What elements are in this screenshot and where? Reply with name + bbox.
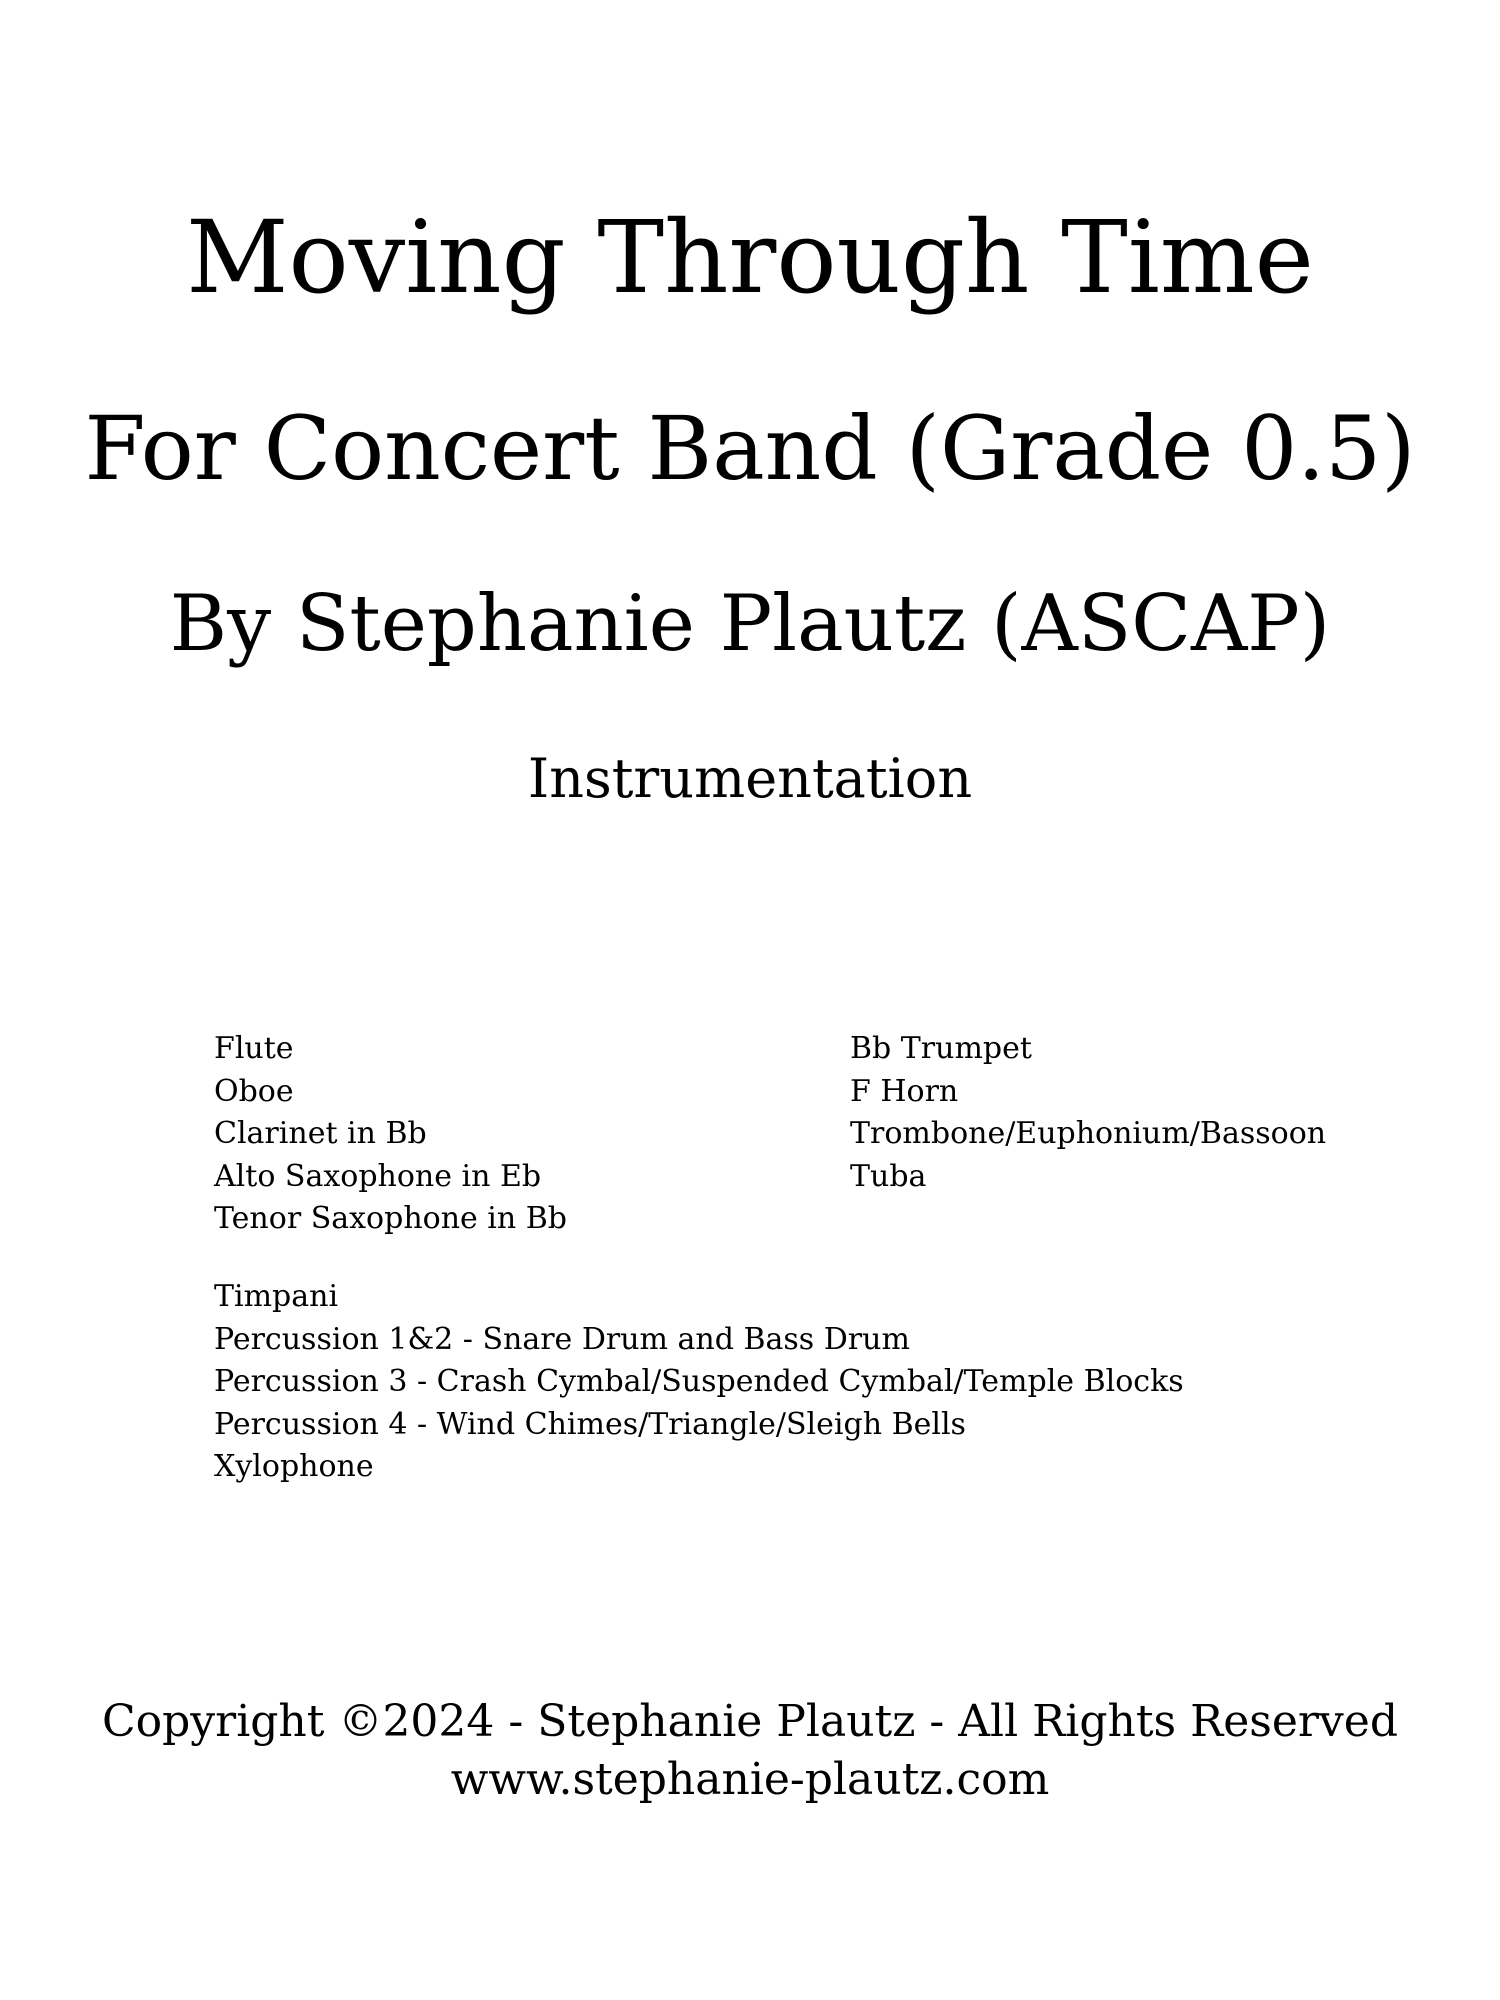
copyright-notice: Copyright ©2024 - Stephanie Plautz - All Rights Reserved xyxy=(101,1696,1398,1747)
list-item: Clarinet in Bb xyxy=(214,1116,427,1151)
list-item: Flute xyxy=(214,1031,294,1066)
list-item: Trombone/Euphonium/Bassoon xyxy=(850,1116,1327,1151)
list-item: Tuba xyxy=(850,1158,927,1194)
list-item: F Horn xyxy=(850,1073,959,1109)
list-item: Percussion 4 - Wind Chimes/Triangle/Sleigh Bells xyxy=(214,1406,966,1442)
website-url: www.stephanie-plautz.com xyxy=(450,1754,1050,1805)
brass-list xyxy=(850,1028,1326,1198)
page-title: Moving Through Time xyxy=(186,199,1314,316)
list-item: Xylophone xyxy=(214,1449,374,1484)
subtitle: For Concert Band (Grade 0.5) xyxy=(84,397,1416,500)
list-item: Bb Trumpet xyxy=(850,1031,1032,1066)
section-heading: Instrumentation xyxy=(527,747,973,810)
list-item: Timpani xyxy=(214,1279,339,1314)
list-item: Alto Saxophone in Eb xyxy=(214,1158,542,1194)
composer-byline: By Stephanie Plautz (ASCAP) xyxy=(169,579,1331,669)
woodwinds-list xyxy=(214,1028,567,1241)
list-item: Tenor Saxophone in Bb xyxy=(214,1201,568,1236)
percussion-list xyxy=(214,1276,1184,1489)
list-item: Oboe xyxy=(214,1073,294,1109)
list-item: Percussion 3 - Crash Cymbal/Suspended Cymbal/Temple Blocks xyxy=(214,1364,1184,1399)
list-item: Percussion 1&2 - Snare Drum and Bass Drum xyxy=(214,1321,910,1357)
